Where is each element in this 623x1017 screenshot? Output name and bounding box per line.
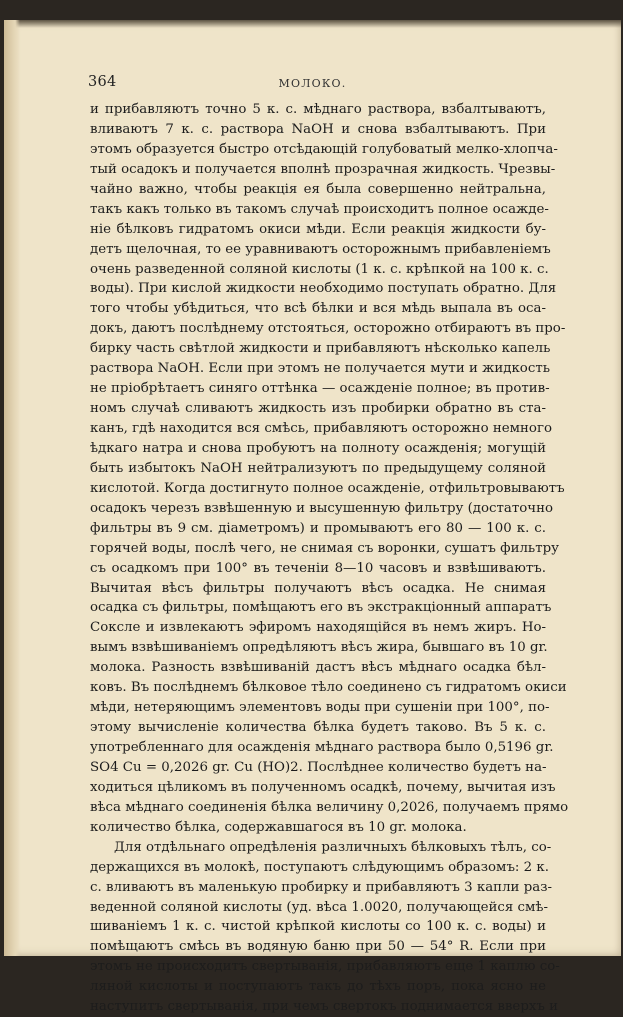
text-line: съ осадкомъ при 100° въ теченіи 8—10 часовъ и взвѣшиваютъ. — [90, 560, 546, 576]
text-line: кислотой. Когда достигнуто полное осажденіе, отфильтровываютъ — [90, 480, 565, 496]
text-line: воды). При кислой жидкости необходимо поступать обратно. Для — [90, 281, 557, 297]
text-line: детъ щелочная, то ее уравниваютъ осторожнымъ прибавленіемъ — [90, 241, 551, 257]
text-line: держащихся въ молокѣ, поступаютъ слѣдующимъ образомъ: 2 к. — [90, 859, 549, 875]
text-line: ковъ. Въ послѣднемъ бѣлковое тѣло соединено съ гидратомъ окиси — [90, 680, 567, 696]
text-line: Вычитая вѣсъ фильтры получаютъ вѣсъ осадка. Не снимая — [90, 580, 546, 596]
text-line: вливаютъ 7 к. с. раствора NaOH и снова взбалтываютъ. При — [90, 121, 546, 137]
text-line: тый осадокъ и получается вполнѣ прозрачная жидкость. Чрезвы- — [90, 161, 556, 177]
text-line: употребленнаго для осажденія мѣднаго раствора было 0,5196 gr. — [90, 740, 554, 755]
running-title: МОЛОКО. — [278, 77, 347, 90]
text-line: горячей воды, послѣ чего, не снимая съ воронки, сушатъ фильтру — [90, 540, 559, 556]
text-line: с. вливаютъ въ маленькую пробирку и прибавляютъ 3 капли раз- — [90, 879, 552, 895]
text-line: такъ какъ только въ такомъ случаѣ происходитъ полное осажде- — [90, 201, 549, 217]
book-page — [4, 20, 621, 1015]
text-line: ѣдкаго натра и снова пробуютъ на полноту осажденія; могущій — [90, 440, 546, 456]
text-line: фильтры въ 9 см. діаметромъ) и промываютъ его 80 — 100 к. с. — [90, 520, 546, 536]
text-line: не пріобрѣтаетъ синяго оттѣнка — осажденіе полное; въ против- — [90, 381, 550, 397]
text-line: количество бѣлка, содержавшагося въ 10 gr. молока. — [90, 819, 467, 835]
text-line: ляной кислоты и поступаютъ такъ до тѣхъ поръ, пока ясно не — [90, 979, 546, 995]
text-line: бирку часть свѣтлой жидкости и прибавляютъ нѣсколько капель — [90, 341, 551, 357]
text-line: наступитъ свертыванія, при чемъ свертокъ поднимается вверхъ и — [90, 999, 559, 1015]
text-line: вымъ взвѣшиваніемъ опредѣляютъ вѣсъ жира, бывшаго въ 10 gr. — [90, 640, 548, 656]
text-line: молока. Разность взвѣшиваній дастъ вѣсъ мѣднаго осадка бѣл- — [90, 660, 546, 676]
text-line: осадокъ черезъ взвѣшенную и высушенную фильтру (достаточно — [90, 500, 554, 516]
text-line: и прибавляютъ точно 5 к. с. мѣднаго раствора, взбалтываютъ, — [90, 102, 546, 117]
text-line: этомъ образуется быстро отсѣдающій голубоватый мелко-хлопча- — [90, 141, 558, 157]
text-line: быть избытокъ NaOH нейтрализуютъ по предыдущему соляной — [90, 460, 546, 476]
text-line: ходиться цѣликомъ въ полученномъ осадкѣ, почему, вычитая изъ — [90, 779, 556, 795]
text-line: Сокслe и извлекаютъ эфиромъ находящійся въ немъ жиръ. Но- — [90, 620, 546, 636]
text-line: помѣщаютъ смѣсь въ водяную баню при 50 — 54° R. Если при — [90, 939, 546, 955]
page-number: 364 — [88, 74, 117, 90]
text-line: Для отдѣльнаго опредѣленія различныхъ бѣлковыхъ тѣлъ, со- — [114, 839, 552, 855]
text-line: этомъ не происходитъ свертыванія, прибавляютъ еще 1 каплю со- — [90, 959, 560, 975]
body-text — [90, 100, 569, 1017]
page-top-shadow — [4, 20, 621, 28]
text-line: номъ случаѣ сливаютъ жидкость изъ пробирки обратно въ ста- — [90, 401, 546, 417]
text-line: веденной соляной кислоты (уд. вѣса 1.0020, получающейся смѣ- — [90, 899, 548, 915]
text-line: этому вычисленіе количества бѣлка будетъ таково. Въ 5 к. с. — [90, 720, 546, 736]
text-line: раствора NaOH. Если при этомъ не получается мути и жидкость — [90, 361, 550, 377]
text-line: ніе бѣлковъ гидратомъ окиси мѣди. Если реакція жидкости бу- — [90, 221, 546, 237]
text-line: вѣса мѣднаго соединенія бѣлка величину 0,2026, получаемъ прямо — [90, 799, 569, 815]
text-line: докъ, даютъ послѣднему отстояться, осторожно отбираютъ въ про- — [90, 321, 566, 337]
text-line: канъ, гдѣ находится вся смѣсь, прибавляютъ осторожно немного — [90, 421, 552, 436]
text-line: осадка съ фильтры, помѣщаютъ его въ экстракціонный аппаратъ — [90, 600, 552, 616]
text-line: шиваніемъ 1 к. с. чистой крѣпкой кислоты со 100 к. с. воды) и — [90, 919, 546, 935]
text-line: SO4 Cu = 0,2026 gr. Cu (HO)2. Послѣднее количество будетъ на- — [90, 759, 547, 775]
text-line: очень разведенной соляной кислоты (1 к. с. крѣпкой на 100 к. с. — [90, 261, 549, 277]
text-line: того чтобы убѣдиться, что всѣ бѣлки и вся мѣдь выпала въ оса- — [90, 301, 546, 317]
text-line: мѣди, нетеряющимъ элементовъ воды при сушеніи при 100°, по- — [90, 700, 550, 716]
page-gutter — [4, 20, 20, 956]
page-header — [4, 74, 621, 94]
text-line: чайно важно, чтобы реакція ея была совершенно нейтральна, — [90, 181, 546, 197]
